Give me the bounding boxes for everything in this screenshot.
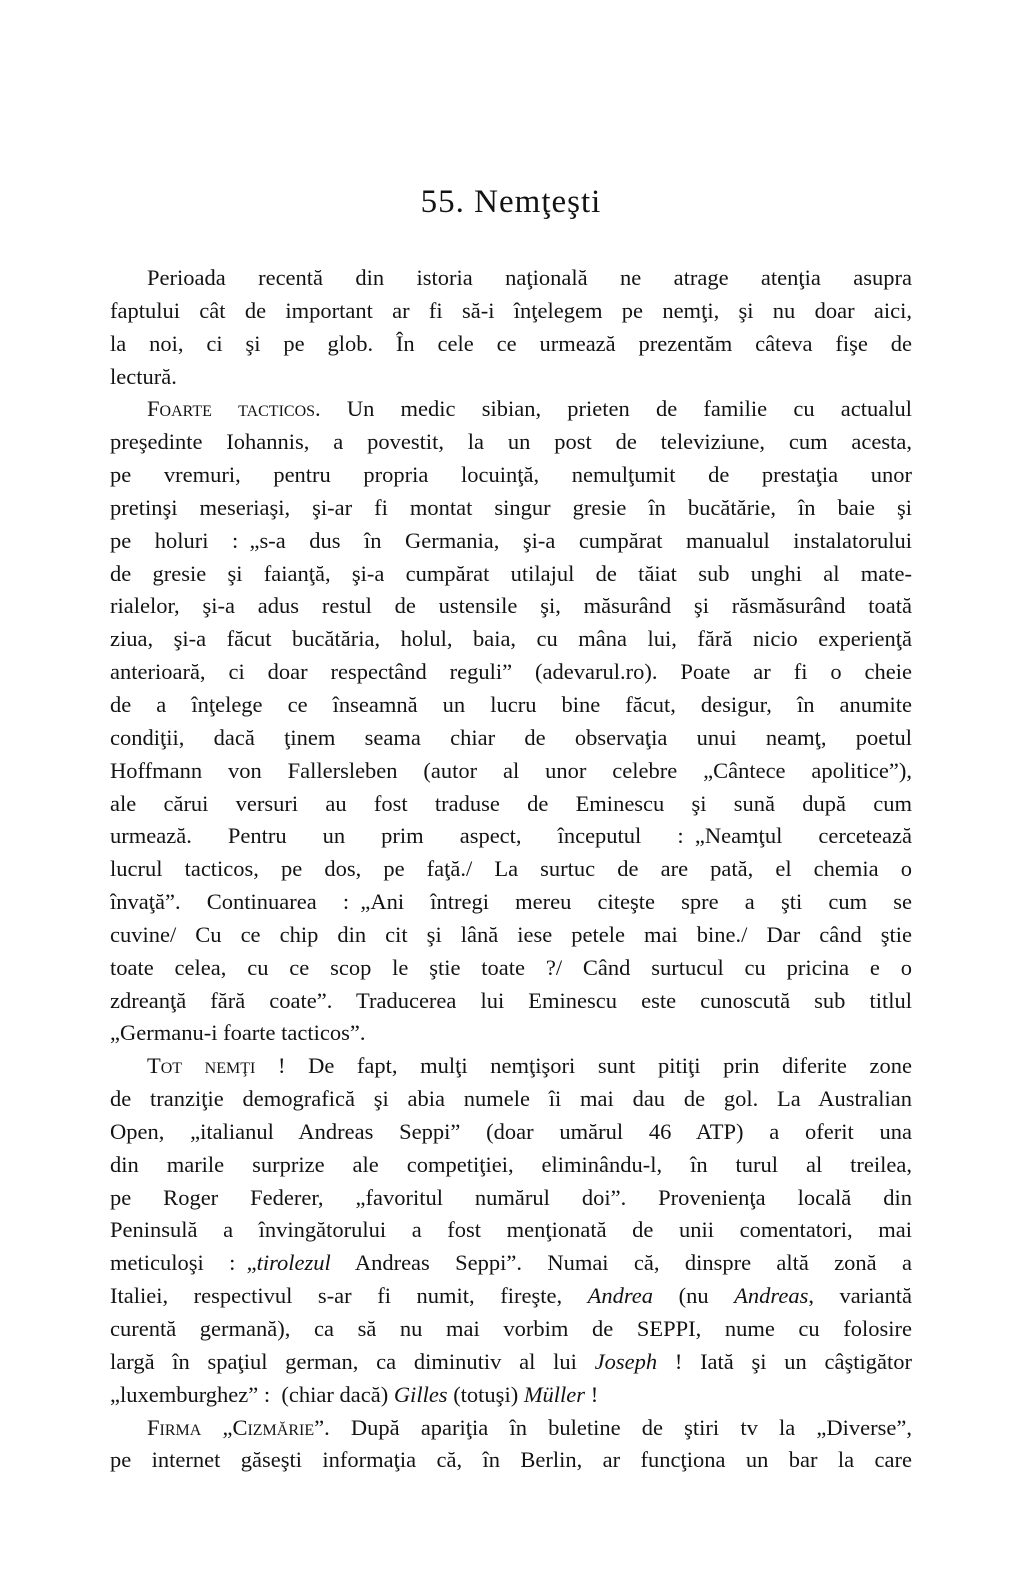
italic-text-segment: Joseph <box>594 1348 658 1374</box>
text-segment: pe holuri : „s-a dus în Germania, şi-a cumpărat manualul instalatorului <box>110 527 912 553</box>
text-segment: ale cărui versuri au fost traduse de Eminescu şi sună după cum <box>110 790 912 816</box>
text-segment: „luxemburghez” : (chiar dacă) <box>110 1381 394 1407</box>
italic-text-segment: Gilles <box>393 1381 448 1407</box>
text-segment: de a înţelege ce înseamnă un lucru bine făcut, desigur, în anumite <box>110 691 912 717</box>
text-segment: învaţă”. Continuarea : „Ani întregi mereu citeşte spre a şti cum se <box>110 889 912 915</box>
text-segment: condiţii, dacă ţinem seama chiar de observaţia unui neamţ, poetul <box>110 724 912 750</box>
text-segment: de tranziţie demografică şi abia numele îi mai dau de gol. La Australian <box>110 1086 912 1112</box>
text-line <box>110 1379 912 1412</box>
text-segment: Open, „italianul Andreas Seppi” (doar umărul 46 ATP) a oferit una <box>110 1118 912 1144</box>
text-line <box>110 952 912 985</box>
text-segment: Peninsulă a învingătorului a fost menţionată de unii comentatori, mai <box>110 1217 912 1243</box>
text-segment: Andreas Seppi”. Numai că, dinspre altă zonă a <box>330 1250 912 1276</box>
paragraph <box>110 1412 912 1478</box>
text-line <box>110 1050 912 1083</box>
text-segment: zdreanţă fără coate”. Traducerea lui Eminescu este cunoscută sub titlul <box>110 987 912 1013</box>
smallcaps-text-segment: Foarte tacticos. <box>147 396 321 422</box>
text-segment: cuvine/ Cu ce chip din cit şi lână iese petele mai bine./ Dar când ştie <box>110 921 912 947</box>
text-segment: pe vremuri, pentru propria locuinţă, nemulţumit de prestaţia unor <box>110 462 912 488</box>
text-line <box>110 886 912 919</box>
text-line <box>110 623 912 656</box>
text-segment: (totuşi) <box>447 1381 524 1407</box>
text-line <box>110 1346 912 1379</box>
text-line <box>110 820 912 853</box>
text-segment: , variantă <box>808 1283 912 1309</box>
smallcaps-text-segment: Firma „Cizmărie”. <box>147 1414 330 1440</box>
text-segment: de gresie şi faianţă, şi-a cumpărat utilajul de tăiat sub unghi al mate- <box>110 560 912 586</box>
smallcaps-text-segment: Tot nemţi ! <box>147 1053 286 1079</box>
text-line <box>110 328 912 361</box>
text-line <box>110 656 912 689</box>
text-segment: ! Iată şi un câştigător <box>657 1348 912 1374</box>
text-line <box>110 1182 912 1215</box>
text-line <box>110 755 912 788</box>
text-line <box>110 1444 912 1477</box>
text-line <box>110 393 912 426</box>
text-line <box>110 459 912 492</box>
text-segment: Perioada recentă din istoria naţională ne atrage atenţia asupra <box>147 265 912 290</box>
text-line <box>110 492 912 525</box>
text-line <box>110 558 912 591</box>
text-segment: lucrul tacticos, pe dos, pe faţă./ La surtuc de are pată, el chemia o <box>110 856 912 882</box>
text-line <box>110 295 912 328</box>
text-line <box>110 788 912 821</box>
text-segment: anterioară, ci doar respectând reguli” (adevarul.ro). Poate ar fi o cheie <box>110 659 912 685</box>
chapter-title: 55. Nemţeşti <box>420 184 602 220</box>
paragraph <box>110 393 912 1050</box>
text-segment: rialelor, şi-a adus restul de ustensile şi, măsurând şi răsmăsurând toată <box>110 593 912 619</box>
text-segment: la noi, ci şi pe glob. În cele ce urmează prezentăm câteva fişe de <box>110 330 912 356</box>
italic-text-segment: tirolezul <box>256 1250 331 1276</box>
text-segment: faptului cât de important ar fi să-i înţelegem pe nemţi, şi nu doar aici, <box>110 297 912 323</box>
text-line <box>110 1214 912 1247</box>
text-segment: meticuloşi : „ <box>110 1250 257 1276</box>
text-segment: pe internet găseşti informaţia că, în Berlin, ar funcţiona un bar la care <box>110 1447 912 1473</box>
text-segment: Italiei, respectivul s-ar fi numit, fireşte, <box>110 1283 588 1309</box>
text-segment: Un medic sibian, prieten de familie cu actualul <box>320 396 912 422</box>
text-line <box>110 689 912 722</box>
text-line <box>110 1149 912 1182</box>
text-line <box>110 985 912 1018</box>
text-line <box>110 1017 912 1050</box>
text-segment: ziua, şi-a făcut bucătăria, holul, baia, cu mâna lui, fără nicio experienţă <box>110 626 912 652</box>
paragraph <box>110 262 912 393</box>
text-segment: „Germanu-i foarte tacticos”. <box>110 1020 366 1046</box>
body-text <box>110 262 912 1477</box>
text-segment: De fapt, mulţi nemţişori sunt pitiţi prin diferite zone <box>285 1053 912 1079</box>
text-segment: ! <box>585 1381 599 1407</box>
text-line <box>110 919 912 952</box>
text-line <box>110 1247 912 1280</box>
text-line <box>110 262 912 295</box>
text-line <box>110 1313 912 1346</box>
text-line <box>110 1280 912 1313</box>
text-segment: După apariţia în buletine de ştiri tv la „Diverse”, <box>329 1414 912 1440</box>
text-segment: toate celea, cu ce scop le ştie toate ?/ Când surtucul cu pricina e o <box>110 954 912 980</box>
text-segment: curentă germană), ca să nu mai vorbim de SEPPI, nume cu folosire <box>110 1316 912 1341</box>
text-segment: lectură. <box>110 363 177 389</box>
text-segment: pretinşi meseriaşi, şi-ar fi montat singur gresie în bucătărie, în baie şi <box>110 494 912 520</box>
text-line <box>110 1083 912 1116</box>
italic-text-segment: Andrea <box>587 1283 654 1309</box>
text-line <box>110 361 912 394</box>
text-line <box>110 590 912 623</box>
text-line <box>110 853 912 886</box>
text-block <box>110 180 912 1477</box>
text-segment: (nu <box>653 1283 735 1309</box>
italic-text-segment: Andreas <box>734 1283 809 1309</box>
text-segment: largă în spaţiul german, ca diminutiv al lui <box>110 1348 595 1374</box>
italic-text-segment: Müller <box>523 1381 586 1407</box>
text-line <box>110 1412 912 1445</box>
text-segment: Hoffmann von Fallersleben (autor al unor celebre „Cântece apolitice”), <box>110 757 912 783</box>
text-line <box>110 525 912 558</box>
text-line <box>110 426 912 459</box>
text-segment: urmează. Pentru un prim aspect, începutul : „Neamţul cercetează <box>110 823 912 849</box>
text-segment: preşedinte Iohannis, a povestit, la un post de televiziune, cum acesta, <box>110 429 912 455</box>
text-segment: din marile surprize ale competiţiei, eliminându-l, în turul al treilea, <box>110 1151 912 1177</box>
paragraph <box>110 1050 912 1411</box>
text-line <box>110 1116 912 1149</box>
text-segment: pe Roger Federer, „favoritul numărul doi”. Provenienţa locală din <box>110 1184 912 1210</box>
text-line <box>110 722 912 755</box>
